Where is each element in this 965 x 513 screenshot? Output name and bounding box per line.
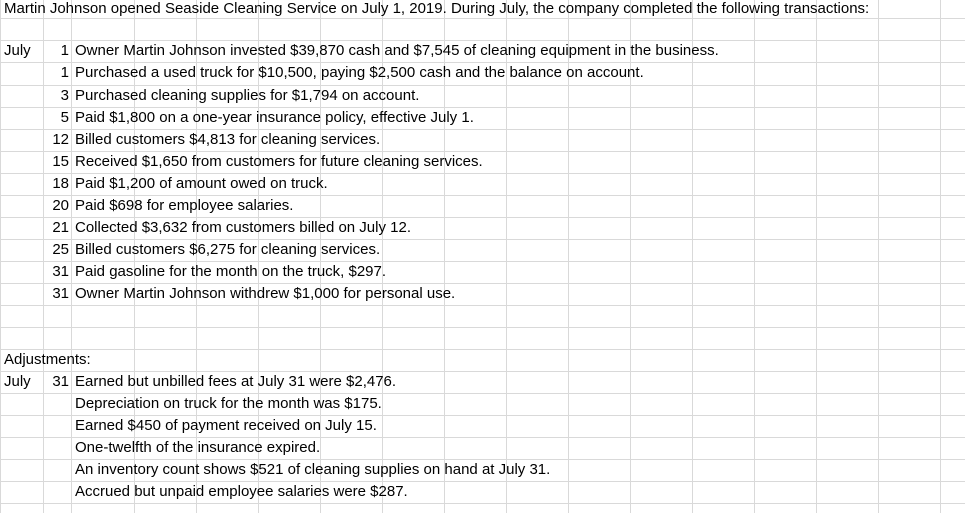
transaction-day[interactable]: 3 — [60, 87, 69, 104]
transaction-day[interactable]: 18 — [52, 175, 69, 192]
adjustment-text[interactable]: Accrued but unpaid employee salaries were $287. — [75, 483, 408, 500]
transaction-text[interactable]: Paid $698 for employee salaries. — [75, 197, 294, 214]
transaction-text[interactable]: Billed customers $6,275 for cleaning services. — [75, 241, 381, 258]
transaction-text[interactable]: Owner Martin Johnson withdrew $1,000 for personal use. — [75, 285, 456, 302]
sheet-title[interactable]: Martin Johnson opened Seaside Cleaning Service on July 1, 2019. During July, the company completed the following transactions: — [4, 0, 870, 17]
transaction-day[interactable]: 12 — [52, 131, 69, 148]
adjustment-text[interactable]: An inventory count shows $521 of cleaning supplies on hand at July 31. — [75, 461, 551, 478]
transaction-day[interactable]: 21 — [52, 219, 69, 236]
adjustment-text[interactable]: Earned but unbilled fees at July 31 were $2,476. — [75, 373, 397, 390]
transaction-text[interactable]: Purchased a used truck for $10,500, paying $2,500 cash and the balance on account. — [75, 64, 644, 81]
transaction-day[interactable]: 1 — [60, 42, 69, 59]
transaction-day[interactable]: 20 — [52, 197, 69, 214]
adjustment-text[interactable]: Earned $450 of payment received on July 15. — [75, 417, 377, 434]
transaction-day[interactable]: 15 — [52, 153, 69, 170]
adjustment-text[interactable]: Depreciation on truck for the month was $175. — [75, 395, 382, 412]
transaction-day[interactable]: 5 — [60, 109, 69, 126]
adjustments-heading[interactable]: Adjustments: — [4, 351, 91, 368]
transaction-text[interactable]: Paid $1,800 on a one-year insurance policy, effective July 1. — [75, 109, 474, 126]
transaction-text[interactable]: Paid $1,200 of amount owed on truck. — [75, 175, 328, 192]
transaction-text[interactable]: Purchased cleaning supplies for $1,794 on account. — [75, 87, 420, 104]
transaction-day[interactable]: 31 — [52, 263, 69, 280]
month-label[interactable]: July — [4, 42, 31, 59]
transaction-text[interactable]: Owner Martin Johnson invested $39,870 cash and $7,545 of cleaning equipment in the business. — [75, 42, 719, 59]
transaction-text[interactable]: Paid gasoline for the month on the truck, $297. — [75, 263, 387, 280]
adjustments-month[interactable]: July — [4, 373, 31, 390]
transaction-text[interactable]: Received $1,650 from customers for future cleaning services. — [75, 153, 483, 170]
adjustments-day[interactable]: 31 — [52, 373, 69, 390]
adjustment-text[interactable]: One-twelfth of the insurance expired. — [75, 439, 321, 456]
transaction-text[interactable]: Billed customers $4,813 for cleaning services. — [75, 131, 381, 148]
transaction-text[interactable]: Collected $3,632 from customers billed on July 12. — [75, 219, 412, 236]
transaction-day[interactable]: 1 — [60, 64, 69, 81]
transaction-day[interactable]: 25 — [52, 241, 69, 258]
transaction-day[interactable]: 31 — [52, 285, 69, 302]
